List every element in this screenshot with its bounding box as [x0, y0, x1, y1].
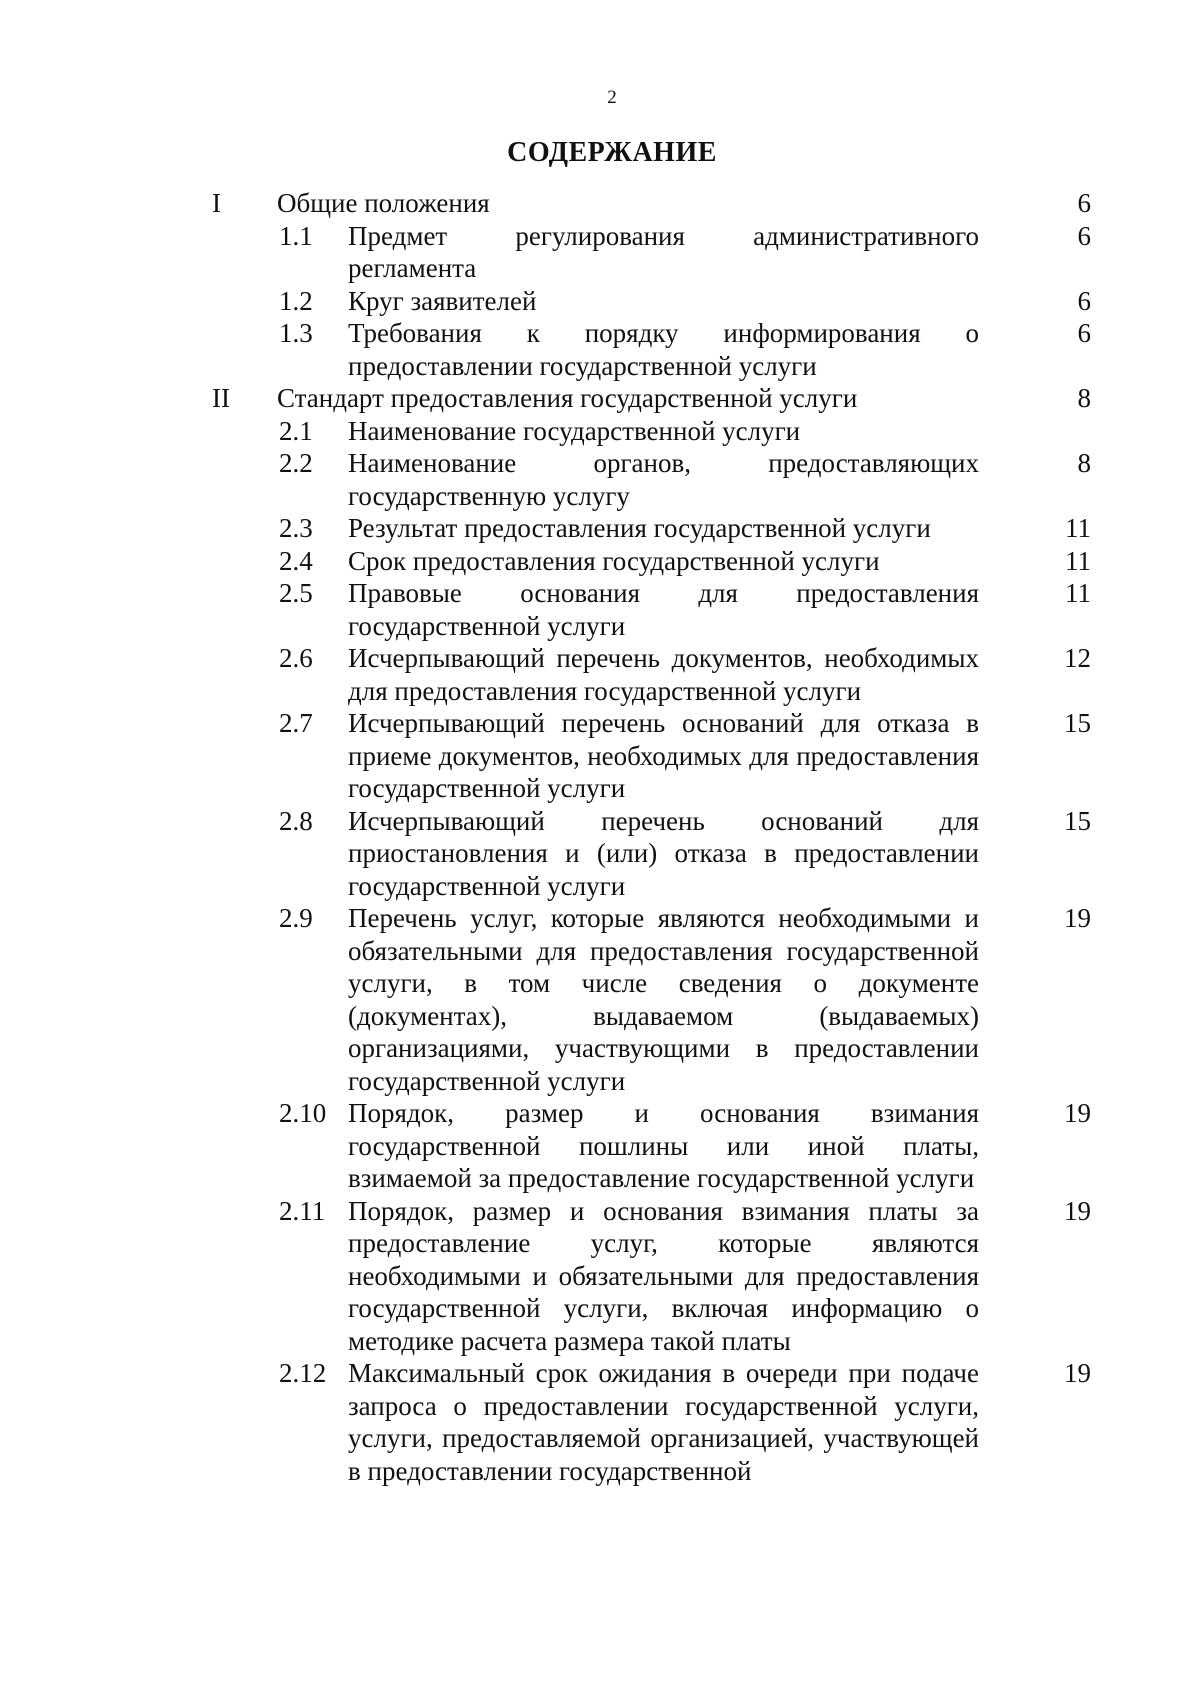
toc-section-row	[0, 187, 1200, 220]
toc-item-row	[0, 415, 1200, 448]
toc-section-row	[0, 382, 1200, 415]
toc-page-ref: 11	[1065, 513, 1091, 543]
toc-item-number: 2.4	[279, 545, 313, 576]
toc-item-title: Порядок, размер и основания взимания платы за предоставление услуг, которые являются необходимыми и обязательными для предоставления государственной услуги, включая информацию о методике расчета размера такой платы	[348, 1195, 979, 1356]
toc-item-title: Исчерпывающий перечень оснований для приостановления и (или) отказа в предоставлении государственной услуги	[348, 805, 979, 901]
toc-item-row	[0, 1357, 1200, 1487]
toc-item-number: 2.9	[279, 903, 313, 933]
toc-item-number: 2.2	[279, 448, 313, 478]
toc-item-title: Наименование государственной услуги	[348, 415, 801, 446]
toc-item-number: 2.12	[279, 1358, 327, 1388]
toc-item-number: 2.5	[279, 578, 313, 608]
toc-item-row	[0, 805, 1200, 903]
toc-item-number: 1.2	[279, 285, 313, 316]
toc-item-row	[0, 220, 1200, 285]
toc-section-number: II	[212, 383, 230, 413]
toc-page-ref: 8	[1077, 448, 1091, 478]
toc-item-title: Максимальный срок ожидания в очереди при подаче запроса о предоставлении государственной услуги, услуги, предоставляемой организацией, участвующей в предоставлении государственной	[348, 1358, 979, 1486]
toc-page-ref: 6	[1077, 188, 1091, 218]
toc-section-title: Стандарт предоставления государственной услуги	[277, 383, 858, 413]
toc-item-title: Порядок, размер и основания взимания государственной пошлины или иной платы, взимаемой за предоставление государственной услуги	[348, 1098, 979, 1193]
toc-item-row	[0, 642, 1200, 707]
toc-page-ref: 8	[1077, 383, 1091, 413]
toc-item-title: Предмет регулирования административного регламента	[348, 220, 979, 283]
toc-item-row	[0, 1195, 1200, 1358]
toc-item-title: Круг заявителей	[348, 285, 537, 316]
toc-item-number: 1.1	[279, 220, 313, 251]
toc-item-number: 2.8	[279, 805, 313, 836]
toc-page-ref: 15	[1064, 708, 1091, 738]
toc-item-row	[0, 577, 1200, 642]
toc-item-title: Результат предоставления государственной услуги	[348, 513, 931, 543]
toc-item-title: Перечень услуг, которые являются необходимыми и обязательными для предоставления государственной услуги, в том числе сведения о документе (документах), выдаваемом (выдаваемых) организациями, участвующими в предоставлении государственной услуги	[348, 903, 979, 1096]
toc-page-ref: 6	[1077, 285, 1091, 316]
table-of-contents	[0, 187, 1200, 1487]
toc-page-ref: 11	[1065, 545, 1091, 576]
toc-item-title: Исчерпывающий перечень документов, необходимых для предоставления государственной услуги	[348, 643, 979, 706]
toc-page-ref: 19	[1064, 1098, 1091, 1128]
page-number: 2	[607, 87, 617, 108]
toc-item-title: Наименование органов, предоставляющих государственную услугу	[348, 448, 979, 511]
toc-item-row	[0, 707, 1200, 805]
toc-item-row	[0, 545, 1200, 578]
toc-item-title: Правовые основания для предоставления государственной услуги	[348, 578, 979, 641]
toc-item-number: 1.3	[279, 318, 313, 348]
toc-item-title: Исчерпывающий перечень оснований для отказа в приеме документов, необходимых для предоставления государственной услуги	[348, 708, 979, 803]
toc-section-number: I	[212, 188, 221, 218]
toc-page-ref: 15	[1064, 805, 1091, 836]
toc-page-ref: 11	[1065, 578, 1091, 608]
toc-page-ref: 6	[1077, 318, 1091, 348]
toc-page-ref: 6	[1077, 220, 1091, 251]
toc-section-title: Общие положения	[277, 188, 490, 218]
toc-item-number: 2.7	[279, 708, 313, 738]
toc-item-row	[0, 512, 1200, 545]
toc-heading: СОДЕРЖАНИЕ	[507, 137, 717, 168]
toc-item-number: 2.10	[279, 1098, 327, 1128]
toc-page-ref: 19	[1064, 1358, 1091, 1388]
toc-item-row	[0, 902, 1200, 1097]
toc-item-number: 2.3	[279, 513, 313, 543]
toc-item-row	[0, 447, 1200, 512]
toc-item-row	[0, 317, 1200, 382]
toc-item-title: Требования к порядку информирования о предоставлении государственной услуги	[348, 318, 979, 381]
toc-item-number: 2.1	[279, 415, 313, 446]
toc-item-row	[0, 1097, 1200, 1195]
toc-item-title: Срок предоставления государственной услуги	[348, 545, 880, 576]
toc-item-number: 2.6	[279, 643, 313, 673]
toc-page-ref: 12	[1064, 643, 1091, 673]
toc-item-row	[0, 285, 1200, 318]
toc-page-ref: 19	[1064, 903, 1091, 933]
toc-page-ref: 19	[1064, 1195, 1091, 1226]
toc-item-number: 2.11	[279, 1195, 326, 1226]
